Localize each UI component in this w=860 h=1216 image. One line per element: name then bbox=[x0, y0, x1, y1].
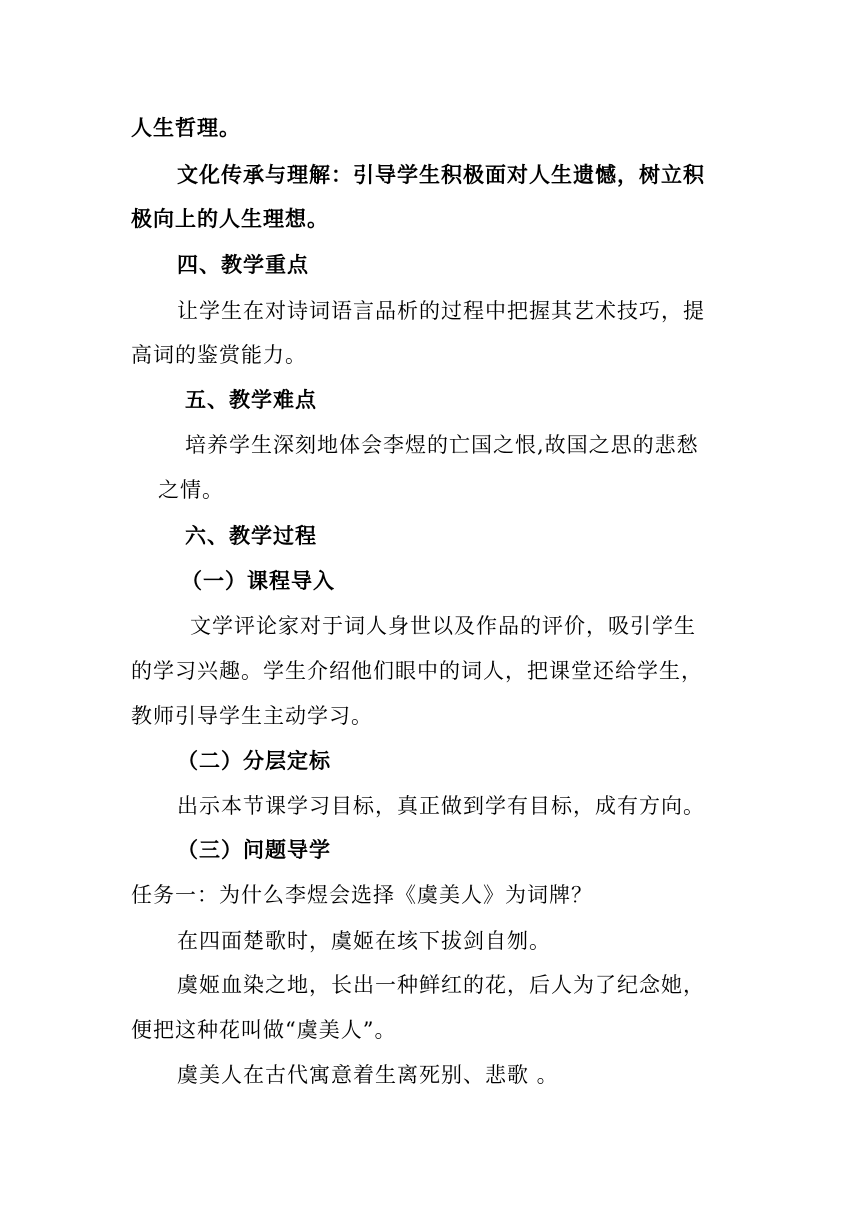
subsection-heading: （二）分层定标 bbox=[177, 748, 331, 773]
paragraph-line: 文化传承与理解：引导学生积极面对人生遗憾，树立积 bbox=[177, 162, 705, 187]
section-heading: 六、教学过程 bbox=[185, 523, 317, 548]
paragraph-line: 便把这种花叫做“虞美人”。 bbox=[131, 1018, 397, 1042]
paragraph-line: 虞姬血染之地，长出一种鲜红的花，后人为了纪念她， bbox=[177, 973, 705, 997]
paragraph-line: 培养学生深刻地体会李煜的亡国之恨,故国之思的悲愁 bbox=[185, 433, 699, 457]
paragraph-line: 出示本节课学习目标，真正做到学有目标，成有方向。 bbox=[177, 794, 705, 818]
paragraph-line: 教师引导学生主动学习。 bbox=[131, 704, 373, 728]
paragraph-line: 在四面楚歌时，虞姬在垓下拔剑自刎。 bbox=[177, 929, 551, 953]
paragraph-line: 之情。 bbox=[158, 478, 224, 502]
paragraph-line: 人生哲理。 bbox=[131, 115, 241, 140]
subsection-heading: （一）课程导入 bbox=[181, 568, 335, 593]
paragraph-line: 让学生在对诗词语言品析的过程中把握其艺术技巧，提 bbox=[177, 299, 705, 323]
section-heading: 四、教学重点 bbox=[177, 252, 309, 277]
paragraph-line: 虞美人在古代寓意着生离死别、悲歌 。 bbox=[177, 1063, 559, 1087]
paragraph-line: 的学习兴趣。学生介绍他们眼中的词人，把课堂还给学生， bbox=[131, 659, 703, 683]
paragraph-line: 任务一：为什么李煜会选择《虞美人》为词牌？ bbox=[131, 883, 593, 907]
paragraph-line: 极向上的人生理想。 bbox=[131, 206, 329, 231]
section-heading: 五、教学难点 bbox=[185, 387, 317, 412]
subsection-heading: （三）问题导学 bbox=[177, 837, 331, 862]
paragraph-line: 高词的鉴赏能力。 bbox=[131, 343, 307, 367]
paragraph-line: 文学评论家对于词人身世以及作品的评价，吸引学生 bbox=[190, 614, 696, 638]
